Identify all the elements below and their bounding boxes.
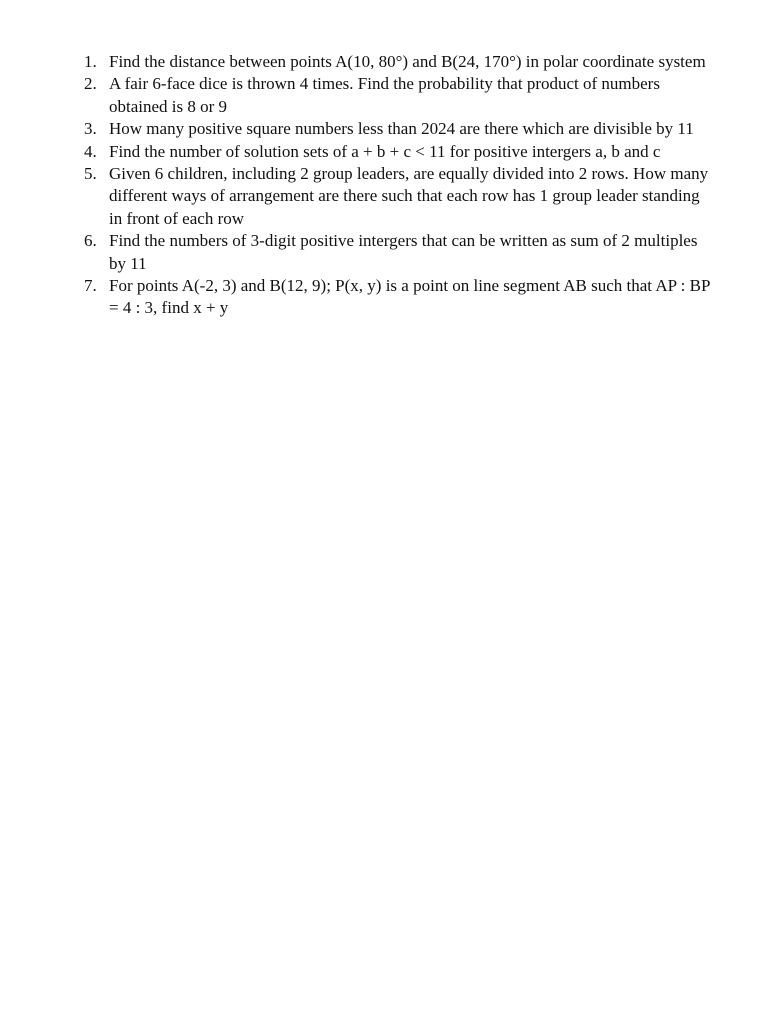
problem-7-text: For points A(-2, 3) and B(12, 9); P(x, y) is a point on line segment AB such that AP : BP = 4 : 3, find x + y xyxy=(109,276,710,318)
problem-5-text: Given 6 children, including 2 group leaders, are equally divided into 2 rows. How many different ways of arrangement are there such that each row has 1 group leader standing in front of each row xyxy=(109,164,709,228)
problem-4 xyxy=(84,141,714,163)
problem-6-number: 6. xyxy=(84,231,97,251)
problem-5-number: 5. xyxy=(84,164,97,184)
problem-1-number: 1. xyxy=(84,52,97,71)
problem-2-text: A fair 6-face dice is thrown 4 times. Find the probability that product of numbers obtained is 8 or 9 xyxy=(109,74,660,116)
problem-1-text: Find the distance between points A(10, 80°) and B(24, 170°) in polar coordinate system xyxy=(109,52,706,71)
problem-6-text: Find the numbers of 3-digit positive intergers that can be written as sum of 2 multiples by 11 xyxy=(109,231,698,273)
problem-list xyxy=(84,51,714,320)
problem-5 xyxy=(84,163,714,230)
problem-3-text: How many positive square numbers less than 2024 are there which are divisible by 11 xyxy=(109,119,694,139)
problem-4-number: 4. xyxy=(84,141,97,161)
problem-1 xyxy=(84,51,714,73)
problem-6 xyxy=(84,230,714,275)
problem-3 xyxy=(84,118,714,140)
problem-4-text: Find the number of solution sets of a + b + c < 11 for positive intergers a, b and c xyxy=(109,141,661,161)
problem-2-number: 2. xyxy=(84,74,97,94)
problem-2 xyxy=(84,73,714,118)
problem-3-number: 3. xyxy=(84,119,97,139)
problem-7 xyxy=(84,275,714,320)
problem-7-number: 7. xyxy=(84,276,97,296)
